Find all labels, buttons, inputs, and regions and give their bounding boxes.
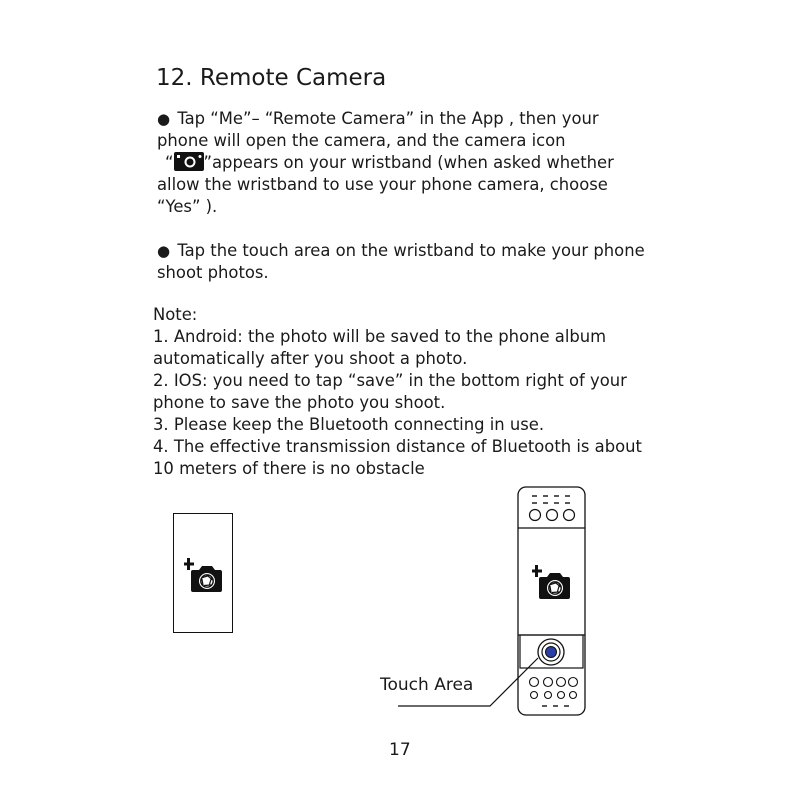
bullet: ● bbox=[157, 242, 171, 260]
touch-area-label: Touch Area bbox=[380, 675, 474, 695]
note-line: 3. Please keep the Bluetooth connecting in use. bbox=[153, 415, 545, 434]
text-line: shoot photos. bbox=[157, 263, 269, 282]
bullet: ● bbox=[157, 110, 171, 128]
camera-add-icon bbox=[184, 556, 224, 596]
paragraph-touch-area bbox=[157, 240, 645, 284]
note-line: automatically after you shoot a photo. bbox=[153, 349, 468, 368]
wristband-screen-illustration bbox=[173, 513, 233, 633]
note-line: phone to save the photo you shoot. bbox=[153, 393, 446, 412]
text-line: “ bbox=[165, 153, 174, 172]
note-line: 4. The effective transmission distance of Bluetooth is about bbox=[153, 437, 642, 456]
note-line: 10 meters of there is no obstacle bbox=[153, 459, 425, 478]
text-line: phone will open the camera, and the camera icon bbox=[157, 131, 566, 150]
note-heading: Note: bbox=[153, 305, 198, 324]
note-line: 2. IOS: you need to tap “save” in the bottom right of your bbox=[153, 371, 627, 390]
text-line: ”appears on your wristband (when asked whether bbox=[203, 153, 614, 172]
text-line: Tap “Me”– “Remote Camera” in the App , then your bbox=[177, 109, 599, 128]
camera-icon bbox=[174, 152, 204, 171]
note-section bbox=[153, 304, 642, 480]
page-number: 17 bbox=[389, 740, 411, 760]
note-line: 1. Android: the photo will be saved to the phone album bbox=[153, 327, 607, 346]
camera-add-icon bbox=[530, 563, 574, 603]
text-line: Tap the touch area on the wristband to make your phone bbox=[177, 241, 645, 260]
text-line: allow the wristband to use your phone camera, choose bbox=[157, 175, 608, 194]
section-title: 12. Remote Camera bbox=[156, 65, 387, 91]
text-line: “Yes” ). bbox=[157, 197, 218, 216]
paragraph-remote-camera-instructions bbox=[157, 108, 614, 218]
